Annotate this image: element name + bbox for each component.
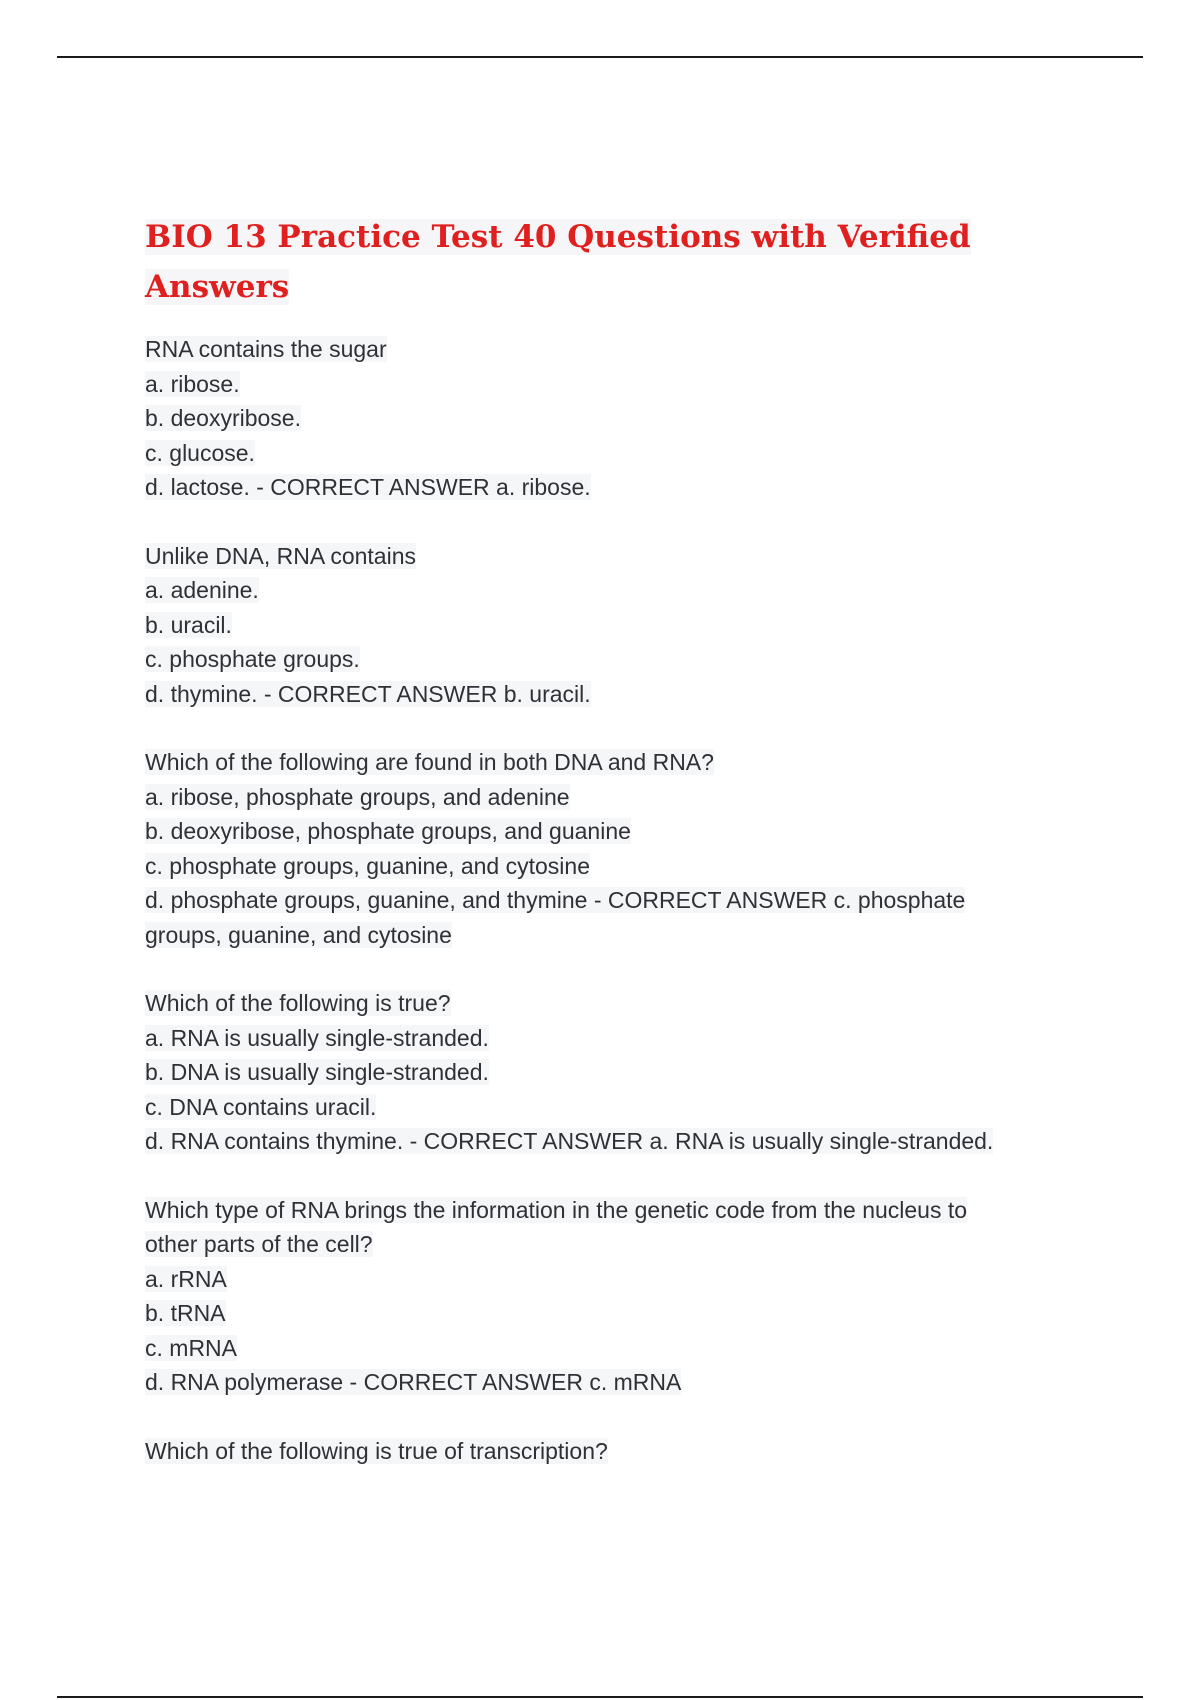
question-4 <box>145 986 1105 1159</box>
question-2 <box>145 539 1105 712</box>
answer-option-with-correct-answer: d. RNA polymerase - CORRECT ANSWER c. mRNA <box>145 1369 682 1395</box>
question-5 <box>145 1193 1105 1400</box>
question-text: Which of the following are found in both DNA and RNA? <box>145 749 714 775</box>
top-rule <box>57 56 1143 58</box>
answer-option-with-correct-answer: d. phosphate groups, guanine, and thymine - CORRECT ANSWER c. phosphate <box>145 887 966 913</box>
question-text: RNA contains the sugar <box>145 336 387 362</box>
question-text: Which of the following is true of transcription? <box>145 1437 608 1464</box>
answer-option: b. tRNA <box>145 1300 226 1326</box>
answer-option: c. DNA contains uracil. <box>145 1093 377 1120</box>
question-text: Which type of RNA brings the information in the genetic code from the nucleus to <box>145 1196 968 1223</box>
question-text: Unlike DNA, RNA contains <box>145 542 416 569</box>
question-text: Which of the following is true? <box>145 990 451 1016</box>
answer-option: a. ribose. <box>145 370 240 397</box>
question-3 <box>145 745 1105 952</box>
answer-option-with-correct-answer: d. thymine. - CORRECT ANSWER b. uracil. <box>145 680 591 707</box>
answer-option: c. glucose. <box>145 439 255 466</box>
answer-option: b. deoxyribose. <box>145 405 301 431</box>
answer-option: b. uracil. <box>145 611 232 638</box>
question-6 <box>145 1434 1105 1469</box>
answer-option-with-correct-answer: d. RNA contains thymine. - CORRECT ANSWER a. RNA is usually single-stranded. <box>145 1128 994 1154</box>
answer-option: c. mRNA <box>145 1334 237 1361</box>
answer-option: a. rRNA <box>145 1265 227 1292</box>
answer-option: a. ribose, phosphate groups, and adenine <box>145 783 570 810</box>
bottom-rule <box>57 1696 1143 1698</box>
correct-answer-continuation: groups, guanine, and cytosine <box>145 921 452 948</box>
document-title: BIO 13 Practice Test 40 Questions with Verified Answers <box>145 219 971 305</box>
question-1 <box>145 332 1105 505</box>
document-body <box>145 212 1105 1502</box>
answer-option: c. phosphate groups. <box>145 646 360 672</box>
answer-option: a. adenine. <box>145 577 259 603</box>
answer-option: b. DNA is usually single-stranded. <box>145 1059 489 1085</box>
answer-option: c. phosphate groups, guanine, and cytosine <box>145 852 590 879</box>
question-text-continuation: other parts of the cell? <box>145 1231 373 1257</box>
answer-option-with-correct-answer: d. lactose. - CORRECT ANSWER a. ribose. <box>145 474 591 500</box>
answer-option: b. deoxyribose, phosphate groups, and guanine <box>145 818 631 844</box>
answer-option: a. RNA is usually single-stranded. <box>145 1024 489 1051</box>
